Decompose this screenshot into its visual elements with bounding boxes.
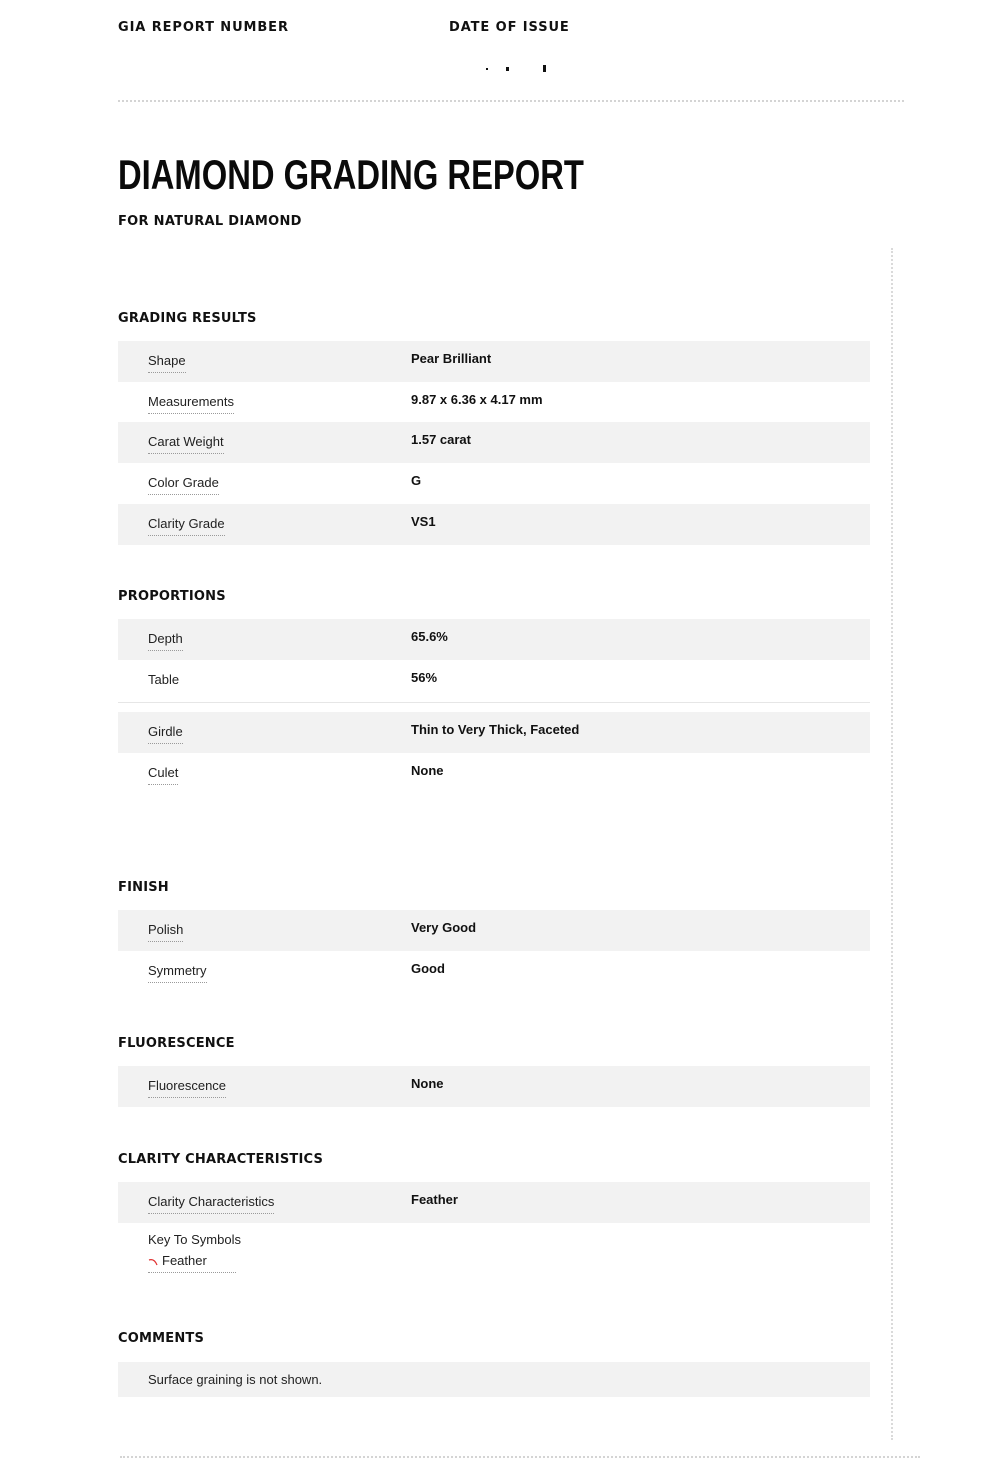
finish-row-symmetry bbox=[118, 951, 870, 992]
section-clarity-characteristics-title: CLARITY CHARACTERISTICS bbox=[118, 1152, 324, 1167]
row-value: None bbox=[411, 1076, 444, 1091]
row-value: Pear Brilliant bbox=[411, 351, 492, 366]
row-label: Symmetry bbox=[148, 963, 207, 983]
right-divider bbox=[891, 248, 893, 1440]
row-label: Depth bbox=[148, 631, 183, 651]
comments-row bbox=[118, 1362, 870, 1397]
report-number-label: GIA REPORT NUMBER bbox=[118, 20, 289, 35]
row-value: Good bbox=[411, 961, 445, 976]
section-fluorescence-title: FLUORESCENCE bbox=[118, 1036, 235, 1051]
section-finish-title: FINISH bbox=[118, 880, 169, 895]
proportions-row-girdle bbox=[118, 712, 870, 753]
section-grading-results-title: GRADING RESULTS bbox=[118, 311, 257, 326]
row-value: Thin to Very Thick, Faceted bbox=[411, 722, 580, 737]
row-value: G bbox=[411, 473, 422, 488]
row-value: Very Good bbox=[411, 920, 477, 935]
proportions-divider bbox=[118, 702, 870, 703]
row-value: 9.87 x 6.36 x 4.17 mm bbox=[411, 392, 543, 407]
key-item-feather bbox=[148, 1253, 236, 1268]
page-subtitle: FOR NATURAL DIAMOND bbox=[118, 214, 302, 229]
grading-row-carat-weight bbox=[118, 422, 870, 463]
feather-symbol-icon bbox=[148, 1257, 160, 1267]
key-item-label: Feather bbox=[162, 1253, 207, 1268]
proportions-row-table bbox=[118, 660, 870, 701]
proportions-row-culet bbox=[118, 753, 870, 794]
row-label: Fluorescence bbox=[148, 1078, 226, 1098]
grading-row-color-grade bbox=[118, 463, 870, 504]
proportions-row-depth bbox=[118, 619, 870, 660]
row-label: Carat Weight bbox=[148, 434, 224, 454]
section-proportions-title: PROPORTIONS bbox=[118, 589, 226, 604]
row-value: 65.6% bbox=[411, 629, 448, 644]
row-label: Measurements bbox=[148, 394, 234, 414]
clarity-characteristics-row bbox=[118, 1182, 870, 1223]
date-of-issue-label: DATE OF ISSUE bbox=[449, 20, 570, 35]
finish-row-polish bbox=[118, 910, 870, 951]
grading-row-shape bbox=[118, 341, 870, 382]
page-title: DIAMOND GRADING REPORT bbox=[118, 151, 584, 198]
date-of-issue-redacted bbox=[452, 60, 546, 70]
footer-divider bbox=[120, 1456, 920, 1458]
row-label: Clarity Grade bbox=[148, 516, 225, 536]
row-value: 1.57 carat bbox=[411, 432, 471, 447]
row-label: Shape bbox=[148, 353, 186, 373]
row-label: Girdle bbox=[148, 724, 183, 744]
comments-text: Surface graining is not shown. bbox=[148, 1372, 323, 1387]
row-value: None bbox=[411, 763, 444, 778]
row-value: Feather bbox=[411, 1192, 458, 1207]
row-label: Clarity Characteristics bbox=[148, 1194, 274, 1214]
header-divider bbox=[118, 100, 904, 102]
grading-row-measurements bbox=[118, 382, 870, 423]
section-comments-title: COMMENTS bbox=[118, 1331, 205, 1346]
grading-row-clarity-grade bbox=[118, 504, 870, 545]
row-value: 56% bbox=[411, 670, 438, 685]
key-to-symbols bbox=[148, 1232, 241, 1273]
row-label: Culet bbox=[148, 765, 178, 785]
fluorescence-row bbox=[118, 1066, 870, 1107]
row-label: Polish bbox=[148, 922, 183, 942]
key-to-symbols-title: Key To Symbols bbox=[148, 1232, 241, 1247]
row-label: Table bbox=[148, 672, 179, 703]
row-label: Color Grade bbox=[148, 475, 219, 495]
row-value: VS1 bbox=[411, 514, 436, 529]
